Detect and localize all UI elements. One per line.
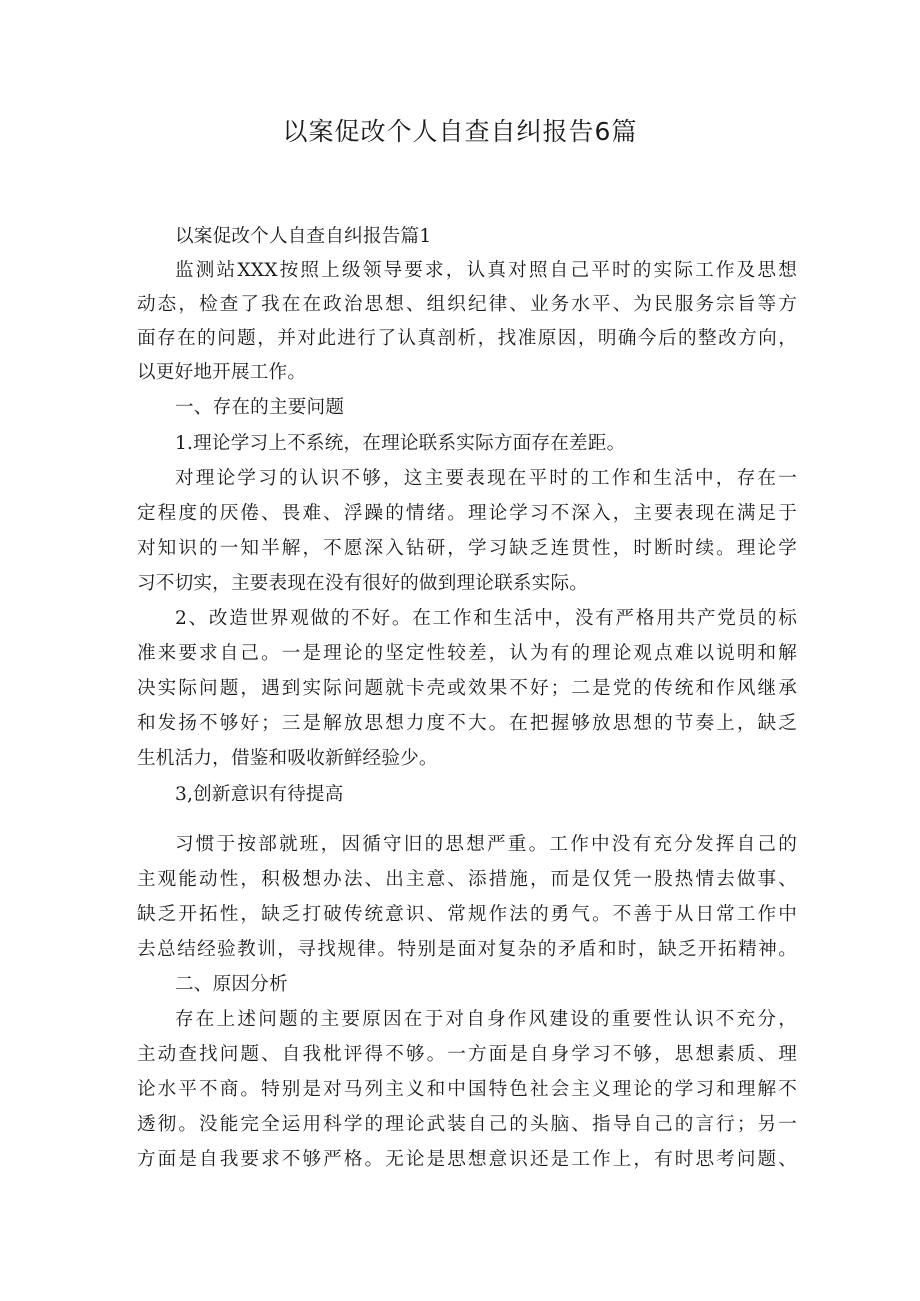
paragraph-line: 以更好地开展工作。 [137, 362, 307, 383]
paragraph-line: 生机活力，借鉴和吸收新鲜经验少。 [137, 748, 438, 769]
section-heading: 以案促改个人自查自纠报告篇1 [175, 226, 432, 247]
paragraph-line: 缺乏开拓性，缺乏打破传统意识、常规作法的勇气。不善于从日常工作中 [137, 904, 797, 925]
paragraph-line: 透彻。没能完全运用科学的理论武装自己的头脑、指导自己的言行；另一 [137, 1114, 797, 1135]
subheading-line: 1.理论学习上不系统，在理论联系实际方面存在差距。 [175, 433, 626, 454]
paragraph-line: 面存在的问题，并对此进行了认真剖析，找准原因，明确今后的整改方向， [137, 328, 797, 349]
paragraph-line: 决实际问题，遇到实际问题就卡壳或效果不好；二是党的传统和作风继承 [137, 678, 797, 699]
paragraph-line: 主观能动性，积极想办法、出主意、添措施，而是仅凭一股热情去做事、 [137, 869, 797, 890]
paragraph-line: 2、改造世界观做的不好。在工作和生活中，没有严格用共产党员的标 [175, 608, 797, 629]
paragraph-line: 去总结经验教训，寻找规律。特别是面对复杂的矛盾和时，缺乏开拓精神。 [137, 939, 797, 960]
document-body [137, 224, 797, 1173]
paragraph-line: 对理论学习的认识不够，这主要表现在平时的工作和生活中，存在一 [175, 468, 797, 489]
paragraph-line: 监测站XXX按照上级领导要求，认真对照自己平时的实际工作及思想 [175, 260, 797, 281]
section-heading: 二、原因分析 [175, 974, 288, 995]
paragraph-line: 方面是自我要求不够严格。无论是思想意识还是工作上，有时思考问题、 [137, 1149, 797, 1170]
document-title: 以案促改个人自查自纠报告6篇 [282, 117, 638, 146]
paragraph-line: 和发扬不够好；三是解放思想力度不大。在把握够放思想的节奏上，缺乏 [137, 713, 797, 734]
paragraph-line: 存在上述问题的主要原因在于对自身作风建设的重要性认识不充分， [175, 1009, 797, 1030]
subheading-line: 3,创新意识有待提高 [175, 784, 344, 805]
paragraph-line: 习不切实，主要表现在没有很好的做到理论联系实际。 [137, 573, 589, 594]
paragraph-line: 对知识的一知半解，不愿深入钻研，学习缺乏连贯性，时断时续。理论学 [137, 538, 797, 559]
paragraph-line: 准来要求自己。一是理论的坚定性较差，认为有的理论观点难以说明和解 [137, 643, 797, 664]
paragraph-line: 习惯于按部就班，因循守旧的思想严重。工作中没有充分发挥自己的 [175, 834, 797, 855]
section-heading: 一、存在的主要问题 [175, 397, 345, 418]
paragraph-line: 动态，检查了我在在政治思想、组织纪律、业务水平、为民服务宗旨等方 [137, 294, 797, 315]
paragraph-line: 论水平不商。特别是对马列主义和中国特色社会主义理论的学习和理解不 [137, 1079, 797, 1100]
paragraph-line: 主动查找问题、自我枇评得不够。一方面是自身学习不够，思想素质、理 [137, 1044, 797, 1065]
paragraph-line: 定程度的厌倦、畏难、浮躁的情绪。理论学习不深入，主要表现在满足于 [137, 503, 797, 524]
